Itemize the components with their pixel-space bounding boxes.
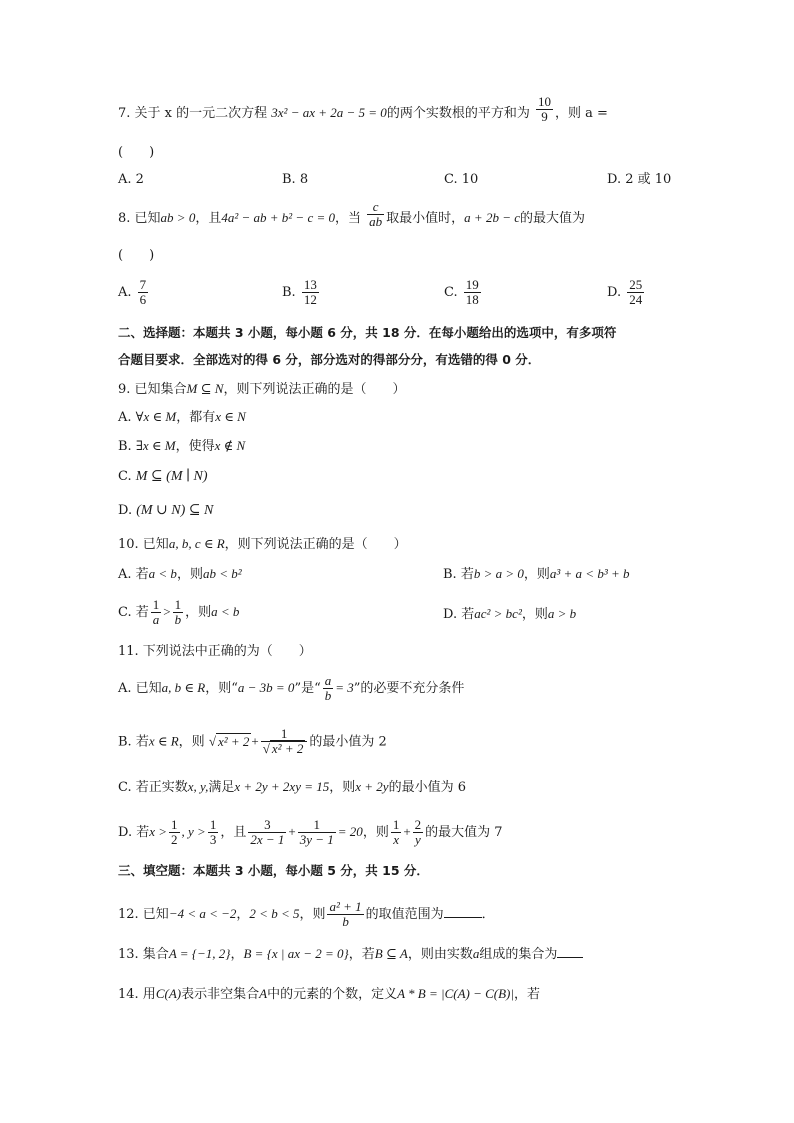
q11-option-c: C. 若正实数x, y,满足x + 2y + 2xy = 15，则x + 2y的最小值为 6: [118, 779, 466, 795]
q10-option-a: A. 若a < b，则ab < b²: [118, 566, 242, 582]
q13-stem: 13. 集合A = {−1, 2}，B = {x | ax − 2 = 0}，若B ⊆ A，则由实数a组成的集合为: [118, 945, 583, 964]
q7-fraction: $\frac{10}{9}$: [537, 94, 551, 124]
q7-option-d: D. 2 或 10: [607, 172, 672, 187]
q9-stem: 9. 已知集合M ⊆ N，则下列说法正确的是（ ）: [118, 381, 406, 397]
q8-fraction: $\frac{c}{ab}$: [369, 199, 383, 229]
q8-option-c: C. $\frac{19}{18}$: [444, 277, 479, 307]
q11-option-a: A. 已知a, b ∈ R，则“a − 3b = 0”是“ $\frac{a}{b}$ = 3”的必要不充分条件: [118, 673, 465, 703]
q7-stem: 7. 关于 x 的一元二次方程 3x² − ax + 2a − 5 = 0的两个实数根的平方和为 $\frac{10}{9}$ ，则 a =: [118, 94, 608, 124]
q8-option-b: B. $\frac{13}{12}$: [282, 277, 317, 307]
q8-option-d: D. $\frac{25}{24}$: [607, 277, 643, 307]
q11-stem: 11. 下列说法中正确的为（ ）: [118, 644, 312, 659]
q12-stem: 12. 已知−4 < a < −2，2 < b < 5，则 $\frac{\text{a² + 1}}{b}$ 的取值范围为 ．: [118, 899, 495, 929]
q12-answer-blank[interactable]: [444, 905, 482, 918]
q9-option-d: D. (M ∪ N) ⊆ N: [118, 503, 214, 518]
q14-stem: 14. 用C(A)表示非空集合A中的元素的个数，定义A * B = |C(A) − C(B)|，若: [118, 986, 540, 1002]
q11-option-b: B. 若x ∈ R，则 √ x² + 2 + $\frac{1}{\text{√ x² + 2}}$ 的最小值为 2: [118, 726, 387, 756]
q8-paren: ( ): [118, 248, 155, 263]
q10-option-d: D. 若ac² > bc²，则a > b: [443, 606, 577, 622]
q10-stem: 10. 已知a, b, c ∈ R，则下列说法正确的是（ ）: [118, 536, 407, 552]
q7-equation: 3x² − ax + 2a − 5 = 0: [271, 105, 387, 120]
q8-option-a: A. $\frac{7}{6}$: [118, 277, 147, 307]
q10-option-c: C. 若 $\frac{1}{a}$ > $\frac{1}{b}$ ，则a < b: [118, 597, 240, 627]
section-2-heading-line2: 合题目要求．全部选对的得 6 分，部分选对的得部分分，有选错的得 0 分．: [118, 352, 541, 367]
q7-option-b: B. 8: [282, 172, 309, 187]
q11-option-d: D. 若x > $\frac{1}{2}$ , y > $\frac{1}{3}$ ，且 $\frac{3}{2x - 1}$ + $\frac{1}{3y - 1}$ = 20，则 $\frac{1}{x}$ + $\frac{2}{y}$ 的最大值为 7: [118, 817, 503, 847]
q9-option-b: B. ∃x ∈ M，使得x ∉ N: [118, 438, 246, 454]
q8-stem: 8. 已知ab > 0，且4a² − ab + b² − c = 0，当 $\frac{c}{ab}$ 取最小值时，a + 2b − c的最大值为: [118, 199, 586, 229]
section-2-heading-line1: 二、选择题：本题共 3 小题，每小题 6 分，共 18 分．在每小题给出的选项中，有多项符: [118, 325, 617, 340]
q13-answer-blank[interactable]: [557, 945, 583, 958]
q10-option-b: B. 若b > a > 0，则a³ + a < b³ + b: [443, 566, 630, 582]
q7-option-a: A. 2: [118, 172, 144, 187]
section-3-heading: 三、填空题：本题共 3 小题，每小题 5 分，共 15 分．: [118, 863, 429, 878]
q9-option-c: C. M ⊆ (M ∣ N): [118, 469, 208, 484]
q9-option-a: A. ∀x ∈ M，都有x ∈ N: [118, 409, 246, 425]
q7-option-c: C. 10: [444, 172, 479, 187]
q7-paren: ( ): [118, 145, 155, 160]
